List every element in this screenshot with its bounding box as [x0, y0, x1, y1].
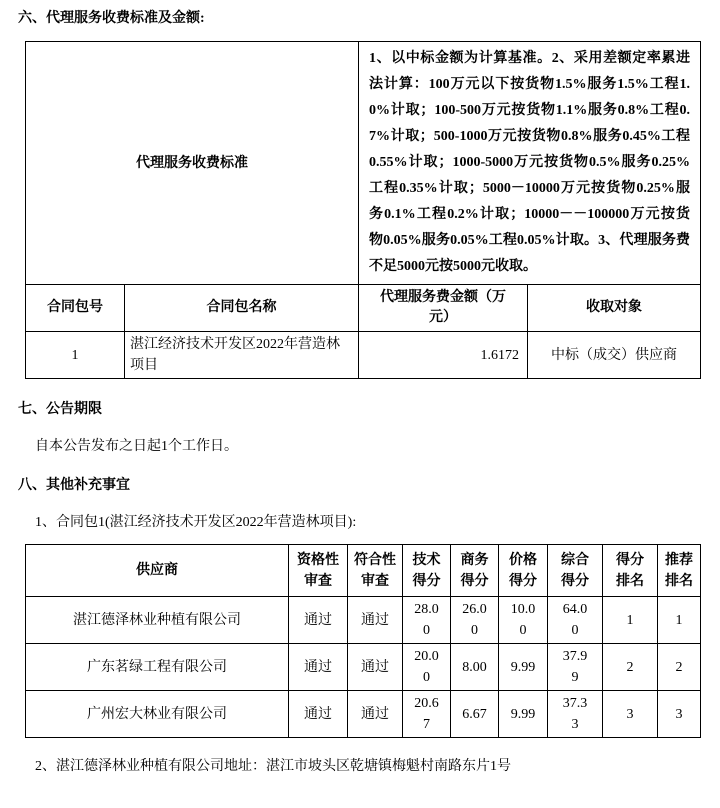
fee-payer-cell: 中标（成交）供应商: [528, 332, 701, 379]
score-table-row-1: [26, 597, 701, 644]
conformity-cell: 通过: [348, 691, 403, 738]
recommend-rank-cell: 2: [658, 644, 701, 691]
header-price-score: 价格得分: [499, 545, 548, 597]
header-package-no: 合同包号: [26, 285, 125, 332]
technical-score-cell: 28.00: [403, 597, 451, 644]
section-7-heading: 七、公告期限: [18, 402, 102, 417]
conformity-cell: 通过: [348, 597, 403, 644]
business-score-cell: 6.67: [451, 691, 499, 738]
agency-fee-table: [25, 41, 701, 379]
total-score-cell: 37.33: [548, 691, 603, 738]
section-6-heading: 六、代理服务收费标准及金额:: [18, 11, 205, 26]
recommend-rank-cell: 1: [658, 597, 701, 644]
header-recommend-rank: 推荐排名: [658, 545, 701, 597]
qualification-cell: 通过: [289, 691, 348, 738]
supplier-score-table: [25, 544, 701, 738]
section-8-heading: 八、其他补充事宜: [18, 478, 130, 493]
fee-standard-label: 代理服务收费标准: [26, 42, 359, 285]
score-rank-cell: 2: [603, 644, 658, 691]
score-rank-cell: 3: [603, 691, 658, 738]
fee-table-header-row: [26, 285, 701, 332]
header-business-score: 商务得分: [451, 545, 499, 597]
fee-amount-cell: 1.6172: [359, 332, 528, 379]
section-8-item-1: 1、合同包1(湛江经济技术开发区2022年营造林项目):: [35, 515, 357, 530]
section-8-item-2: 2、湛江德泽林业种植有限公司地址：湛江市坡头区乾塘镇梅魁村南路东片1号: [35, 759, 511, 774]
conformity-cell: 通过: [348, 644, 403, 691]
qualification-cell: 通过: [289, 597, 348, 644]
section-7-body: 自本公告发布之日起1个工作日。: [35, 439, 238, 454]
score-table-header-row: [26, 545, 701, 597]
technical-score-cell: 20.00: [403, 644, 451, 691]
header-score-rank: 得分排名: [603, 545, 658, 597]
business-score-cell: 8.00: [451, 644, 499, 691]
recommend-rank-cell: 3: [658, 691, 701, 738]
total-score-cell: 37.99: [548, 644, 603, 691]
score-table-row-3: [26, 691, 701, 738]
price-score-cell: 10.00: [499, 597, 548, 644]
header-technical-score: 技术得分: [403, 545, 451, 597]
supplier-name-cell: 湛江德泽林业种植有限公司: [26, 597, 289, 644]
header-fee-payer: 收取对象: [528, 285, 701, 332]
qualification-cell: 通过: [289, 644, 348, 691]
supplier-name-cell: 广州宏大林业有限公司: [26, 691, 289, 738]
header-total-score: 综合得分: [548, 545, 603, 597]
header-qualification-review: 资格性审查: [289, 545, 348, 597]
header-supplier: 供应商: [26, 545, 289, 597]
package-name-cell: 湛江经济技术开发区2022年营造林项目: [125, 332, 359, 379]
supplier-name-cell: 广东茗绿工程有限公司: [26, 644, 289, 691]
business-score-cell: 26.00: [451, 597, 499, 644]
announcement-document: [0, 10, 720, 775]
fee-table-data-row: [26, 332, 701, 379]
header-conformity-review: 符合性审查: [348, 545, 403, 597]
score-rank-cell: 1: [603, 597, 658, 644]
header-package-name: 合同包名称: [125, 285, 359, 332]
technical-score-cell: 20.67: [403, 691, 451, 738]
fee-standard-text: 1、以中标金额为计算基准。2、采用差额定率累进法计算：100万元以下按货物1.5%服务1.5%工程1.0%计取；100-500万元按货物1.1%服务0.8%工程0.7%计取；500-1000万元按货物0.8%服务0.45%工程0.55%计取；1000-5000万元按货物0.5%服务0.25%工程0.35%计取；5000－10000万元按货物0.25%服务0.1%工程0.2%计取；10000－－100000万元按货物0.05%服务0.05%工程0.05%计取。3、代理服务费不足5000元按5000元收取。: [359, 42, 701, 285]
header-fee-amount: 代理服务费金额（万元）: [359, 285, 528, 332]
total-score-cell: 64.00: [548, 597, 603, 644]
score-table-row-2: [26, 644, 701, 691]
fee-standard-row: [26, 42, 701, 285]
package-no-cell: 1: [26, 332, 125, 379]
price-score-cell: 9.99: [499, 691, 548, 738]
price-score-cell: 9.99: [499, 644, 548, 691]
